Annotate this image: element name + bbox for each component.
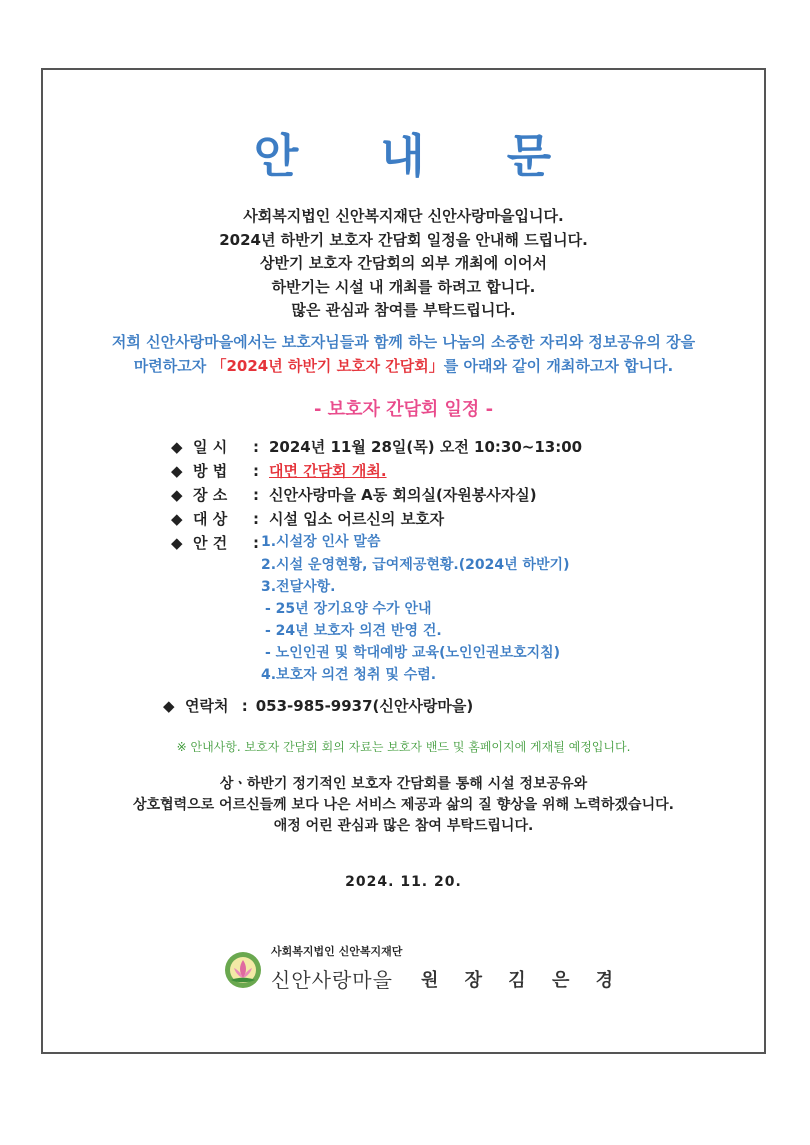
- agenda-subitem: - 25년 장기요양 수가 안내: [265, 601, 432, 617]
- title-char: 내: [380, 129, 427, 183]
- detail-value: 2024년 11월 28일(목) 오전 10:30~13:00: [269, 438, 583, 456]
- detail-target: [171, 507, 582, 531]
- diamond-bullet-icon: ◆: [171, 462, 183, 480]
- agenda-item: 4.보호자 의견 청취 및 수렴.: [261, 667, 437, 683]
- detail-method: [171, 459, 582, 483]
- detail-label: 대 상: [193, 510, 228, 528]
- intro-line: 많은 관심과 참여를 부탁드립니다.: [291, 301, 516, 319]
- agenda-item: 1.시설장 인사 말씀: [261, 534, 381, 550]
- diamond-bullet-icon: ◆: [171, 486, 183, 504]
- director-signature: 원 장 김 은 경: [421, 970, 624, 991]
- purpose-post: 를 아래와 같이 개최하고자 합니다.: [443, 357, 674, 375]
- agenda-subitem: - 24년 보호자 의견 반영 건.: [265, 623, 442, 639]
- contact-value: 053-985-9937(신안사랑마을): [255, 697, 474, 715]
- diamond-bullet-icon: ◆: [171, 438, 183, 456]
- colon: :: [253, 438, 259, 456]
- organization-name: 신안사랑마을: [271, 968, 393, 992]
- notice-frame: [41, 68, 766, 1054]
- title-char: 문: [506, 129, 554, 183]
- diamond-bullet-icon: ◆: [171, 510, 183, 528]
- detail-label: 일 시: [193, 438, 228, 456]
- notice-text: ※ 안내사항. 보호자 간담회 회의 자료는 보호자 밴드 및 홈페이지에 게재될 예정입니다.: [176, 740, 631, 754]
- detail-label: 안 건: [193, 534, 228, 552]
- closing-line: 상ㆍ하반기 정기적인 보호자 간담회를 통해 시설 정보공유와: [219, 776, 588, 792]
- detail-place: [171, 483, 582, 507]
- schedule-title: - 보호자 간담회 일정 -: [313, 399, 494, 420]
- colon: :: [253, 534, 259, 552]
- detail-value: 신안사랑마을 A동 회의실(자원봉사자실): [269, 486, 537, 504]
- diamond-bullet-icon: ◆: [171, 534, 183, 552]
- colon: :: [253, 486, 259, 504]
- contact-label: 연락처: [185, 697, 229, 715]
- purpose-line-1: 저희 신안사랑마을에서는 보호자님들과 함께 하는 나눔의 소중한 자리와 정보공유의 장을: [111, 333, 696, 351]
- event-name-highlight: 「2024년 하반기 보호자 간담회」: [211, 357, 444, 375]
- diamond-bullet-icon: ◆: [163, 697, 175, 715]
- detail-label: 장 소: [193, 486, 228, 504]
- colon: :: [253, 462, 259, 480]
- agenda-item: 3.전달사항.: [261, 579, 336, 595]
- intro-line: 상반기 보호자 간담회의 외부 개최에 이어서: [260, 254, 547, 272]
- page-title: [43, 120, 764, 186]
- intro-line: 사회복지법인 신안복지재단 신안사랑마을입니다.: [243, 207, 564, 225]
- intro-paragraph: [43, 205, 764, 323]
- title-char: 안: [253, 129, 301, 183]
- purpose-pre: 마련하고자: [133, 357, 212, 375]
- detail-value: 대면 간담회 개최.: [269, 462, 387, 480]
- colon: :: [241, 697, 248, 715]
- colon: :: [253, 510, 259, 528]
- contact-line: [163, 695, 473, 716]
- agenda-item: 2.시설 운영현황, 급여제공현황.(2024년 하반기): [261, 557, 570, 573]
- detail-date: [171, 435, 582, 459]
- purpose-paragraph: [43, 330, 764, 378]
- detail-value: 시설 입소 어르신의 보호자: [269, 510, 445, 528]
- issue-date: 2024. 11. 20.: [345, 874, 462, 890]
- closing-paragraph: [43, 774, 764, 837]
- intro-line: 하반기는 시설 내 개최를 하려고 합니다.: [271, 277, 536, 296]
- detail-label: 방 법: [193, 462, 228, 480]
- organization-logo-icon: [223, 950, 263, 990]
- foundation-name: 사회복지법인 신안복지재단: [271, 945, 403, 958]
- purpose-line-2: [43, 354, 764, 378]
- closing-line: 상호협력으로 어르신들께 보다 나은 서비스 제공과 삶의 질 향상을 위해 노력하겠습니다.: [133, 797, 674, 813]
- intro-line: 2024년 하반기 보호자 간담회 일정을 안내해 드립니다.: [219, 230, 588, 249]
- agenda-subitem: - 노인인권 및 학대예방 교육(노인인권보호지침): [265, 645, 561, 661]
- closing-line: 애정 어린 관심과 많은 참여 부탁드립니다.: [273, 818, 534, 834]
